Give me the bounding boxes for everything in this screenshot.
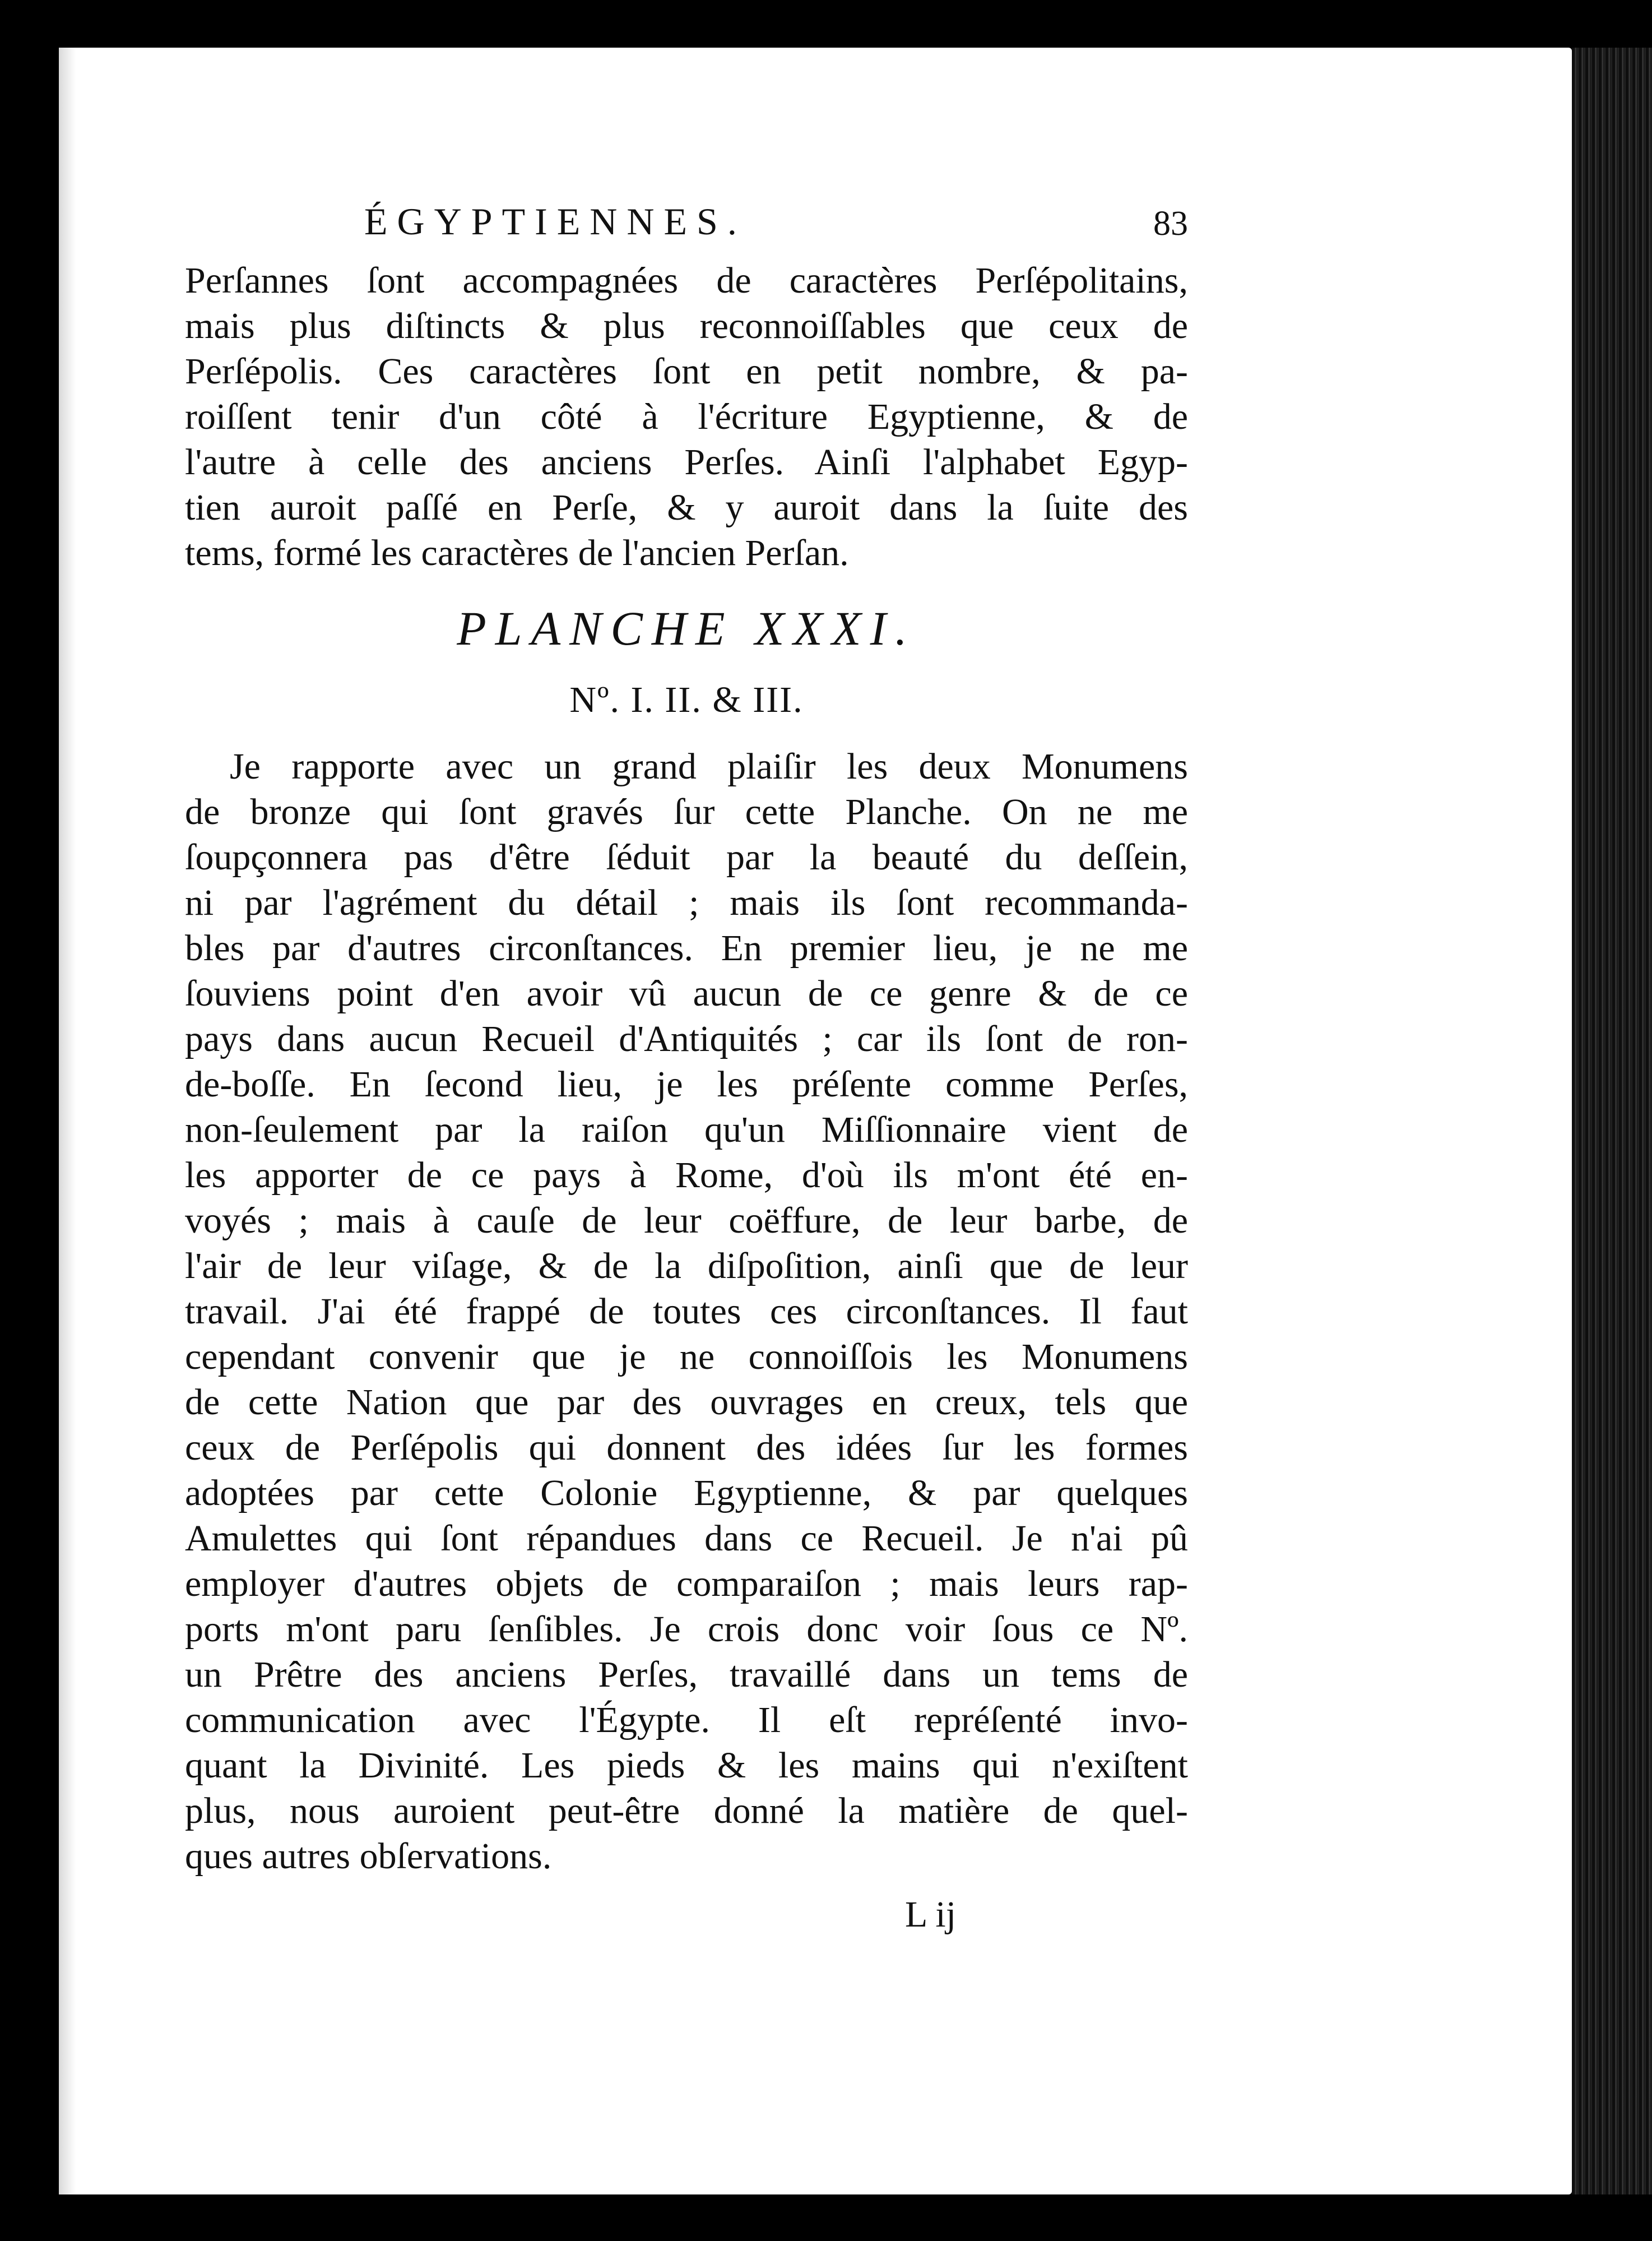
text-line: ports m'ont paru ſenſibles. Je crois donc voir ſous ce Nº.: [185, 1609, 1188, 1650]
text-line: Perſannes ſont accompagnées de caractères Perſépolitains,: [185, 260, 1188, 301]
page-left-shadow: [59, 48, 76, 2194]
text-line: plus, nous auroient peut-être donné la matière de quel-: [185, 1790, 1188, 1831]
text-line: l'autre à celle des anciens Perſes. Ainſi l'alphabet Egyp-: [185, 442, 1188, 483]
text-line: adoptées par cette Colonie Egyptienne, & par quelques: [185, 1473, 1188, 1513]
text-line: bles par d'autres circonſtances. En premier lieu, je ne me: [185, 928, 1188, 969]
text-line: quant la Divinité. Les pieds & les mains qui n'exiſtent: [185, 1745, 1188, 1786]
plate-subheading: Nº. I. II. & III.: [569, 679, 804, 720]
plate-heading: PLANCHE XXXI.: [457, 601, 916, 655]
text-line: employer d'autres objets de comparaiſon ; mais leurs rap-: [185, 1563, 1188, 1604]
paragraph-main: [185, 744, 1188, 1879]
text-line: les apporter de ce pays à Rome, d'où ils m'ont été en-: [185, 1155, 1188, 1196]
text-line: de bronze qui ſont gravés ſur cette Planche. On ne me: [185, 791, 1188, 832]
text-line: non-ſeulement par la raiſon qu'un Miſſionnaire vient de: [185, 1109, 1188, 1150]
text-line: ques autres obſervations.: [185, 1836, 552, 1877]
text-line: pays dans aucun Recueil d'Antiquités ; car ils ſont de ron-: [185, 1018, 1188, 1059]
text-line: Amulettes qui ſont répandues dans ce Recueil. Je n'ai pû: [185, 1518, 1188, 1559]
text-line: travail. J'ai été frappé de toutes ces circonſtances. Il faut: [185, 1291, 1188, 1332]
text-line: voyés ; mais à cauſe de leur coëffure, de leur barbe, de: [185, 1200, 1188, 1241]
text-line: ceux de Perſépolis qui donnent des idées ſur les formes: [185, 1427, 1188, 1468]
running-title: ÉGYPTIENNES.: [364, 200, 746, 243]
text-line: ni par l'agrément du détail ; mais ils ſont recommanda-: [185, 882, 1188, 923]
text-line: mais plus diſtincts & plus reconnoiſſables que ceux de: [185, 305, 1188, 346]
page-content: [185, 191, 1188, 1943]
text-line: un Prêtre des anciens Perſes, travaillé dans un tems de: [185, 1654, 1188, 1695]
text-line: Perſépolis. Ces caractères ſont en petit nombre, & pa-: [185, 351, 1188, 392]
page-fore-edge: [1572, 48, 1652, 2194]
text-line: ſouviens point d'en avoir vû aucun de ce genre & de ce: [185, 973, 1188, 1014]
paragraph-continued: [185, 258, 1188, 576]
running-head: [185, 191, 1188, 258]
text-line: tien auroit paſſé en Perſe, & y auroit dans la ſuite des: [185, 487, 1188, 528]
signature-row: [185, 1887, 1188, 1943]
text-line: ſoupçonnera pas d'être ſéduit par la beauté du deſſein,: [185, 837, 1188, 878]
text-line: communication avec l'Égypte. Il eſt repréſenté invo-: [185, 1700, 1188, 1740]
text-line: roiſſent tenir d'un côté à l'écriture Egyptienne, & de: [185, 396, 1188, 437]
text-line: l'air de leur viſage, & de la diſpoſition, ainſi que de leur: [185, 1245, 1188, 1286]
text-line: de cette Nation que par des ouvrages en creux, tels que: [185, 1382, 1188, 1423]
text-line: de-boſſe. En ſecond lieu, je les préſente comme Perſes,: [185, 1064, 1188, 1105]
text-line: tems, formé les caractères de l'ancien Perſan.: [185, 533, 849, 573]
page-number: 83: [1153, 205, 1188, 243]
text-line: Je rapporte avec un grand plaiſir les deux Monumens: [230, 746, 1188, 787]
signature-mark: L ij: [905, 1894, 957, 1935]
text-line: cependant convenir que je ne connoiſſois les Monumens: [185, 1336, 1188, 1377]
